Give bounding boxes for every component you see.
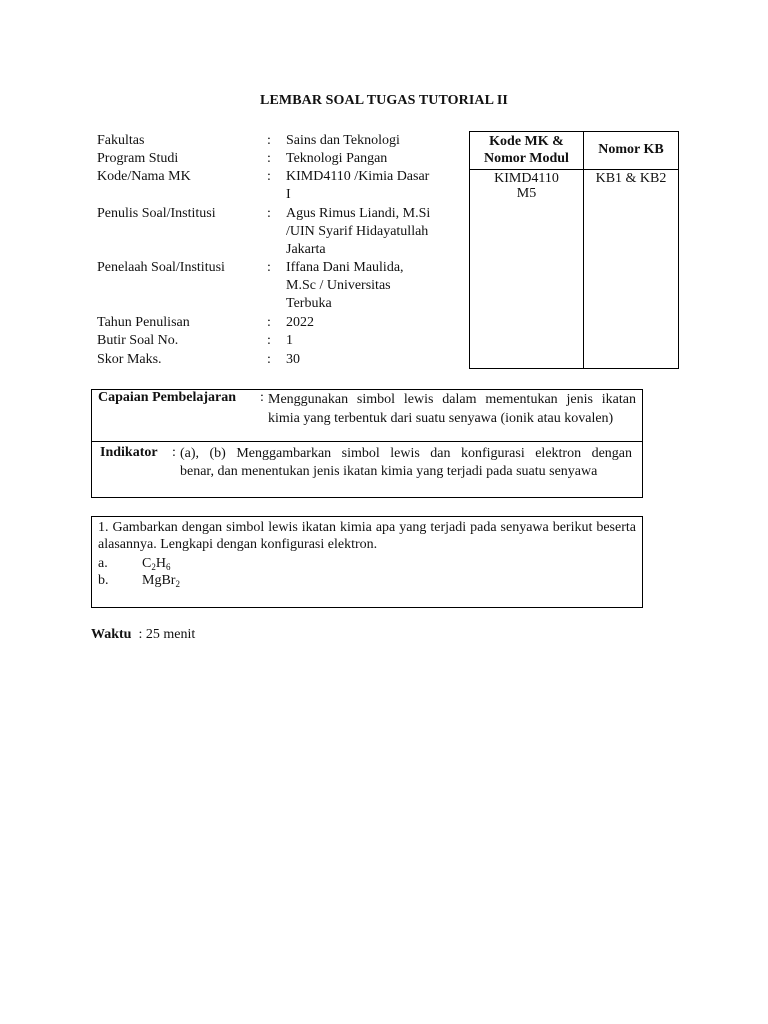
info-label: Tahun Penulisan: [97, 315, 190, 330]
info-value: Iffana Dani Maulida, M.Sc / Universitas Terbuka: [286, 260, 404, 311]
indikator-line-2: benar, dan menentukan jenis ikatan kimia yang terjadi pada suatu senyawa: [180, 464, 598, 479]
capaian-label: Capaian Pembelajaran: [98, 390, 237, 405]
formula-part: MgBr: [142, 573, 176, 588]
info-colon: :: [267, 352, 271, 367]
info-label: Butir Soal No.: [97, 333, 179, 348]
waktu-label: Waktu: [91, 627, 132, 642]
item-key: a.: [98, 556, 108, 571]
formula-subscript: 6: [165, 562, 171, 572]
indikator-label: Indikator: [100, 445, 158, 460]
kode-mk-value: KIMD4110 M5: [494, 171, 559, 201]
indikator-box: [91, 441, 643, 498]
info-colon: :: [267, 206, 271, 221]
waktu-line: [91, 627, 195, 643]
info-value: Sains dan Teknologi: [286, 133, 400, 148]
info-label: Program Studi: [97, 151, 179, 166]
info-label: Penelaah Soal/Institusi: [97, 260, 225, 275]
info-value: Agus Rimus Liandi, M.Si /UIN Syarif Hidayatullah Jakarta: [286, 206, 431, 257]
document-title: LEMBAR SOAL TUGAS TUTORIAL II: [260, 93, 508, 108]
info-value: KIMD4110 /Kimia Dasar I: [286, 169, 430, 202]
info-value: 1: [286, 333, 293, 348]
nomor-kb-value: KB1 & KB2: [595, 171, 667, 186]
item-formula: [142, 573, 180, 588]
info-colon: :: [267, 151, 271, 166]
table-divider-horizontal: [470, 169, 678, 170]
question-box: [91, 516, 643, 608]
waktu-value: : 25 menit: [138, 627, 196, 642]
info-colon: :: [267, 260, 271, 275]
info-label: Fakultas: [97, 133, 145, 148]
formula-part: C: [142, 556, 152, 571]
question-item-a: [98, 555, 170, 572]
capaian-box: [91, 389, 643, 442]
info-colon: :: [267, 169, 271, 184]
kode-mk-table: [469, 131, 679, 369]
info-value: Teknologi Pangan: [286, 151, 388, 166]
formula-part: H: [155, 556, 166, 571]
header-kode-mk: Kode MK & Nomor Modul: [484, 134, 569, 166]
question-text: 1. Gambarkan dengan simbol lewis ikatan kimia apa yang terjadi pada senyawa berikut beserta alasannya. Lengkapi dengan konfigurasi elektron.: [98, 520, 636, 552]
table-divider-vertical: [583, 132, 584, 368]
formula-subscript: 2: [151, 562, 156, 572]
formula-subscript: 2: [175, 579, 180, 589]
question-item-b: [98, 572, 180, 589]
info-label: Kode/Nama MK: [97, 169, 191, 184]
capaian-colon: :: [260, 390, 264, 405]
info-label: Skor Maks.: [97, 352, 162, 367]
info-colon: :: [267, 133, 271, 148]
info-colon: :: [267, 333, 271, 348]
item-formula: [142, 556, 170, 571]
indikator-colon: :: [172, 445, 176, 460]
info-value: 2022: [286, 315, 314, 330]
indikator-text: [180, 445, 632, 481]
indikator-line-1: (a), (b) Menggambarkan simbol lewis dan konfigurasi elektron dengan: [180, 446, 632, 461]
header-nomor-kb: Nomor KB: [598, 142, 664, 157]
info-value: 30: [286, 352, 300, 367]
info-colon: :: [267, 315, 271, 330]
info-label: Penulis Soal/Institusi: [97, 206, 216, 221]
capaian-text: Menggunakan simbol lewis dalam mementukan jenis ikatan kimia yang terbentuk dari suatu senyawa (ionik atau kovalen): [268, 392, 636, 426]
item-key: b.: [98, 573, 109, 588]
